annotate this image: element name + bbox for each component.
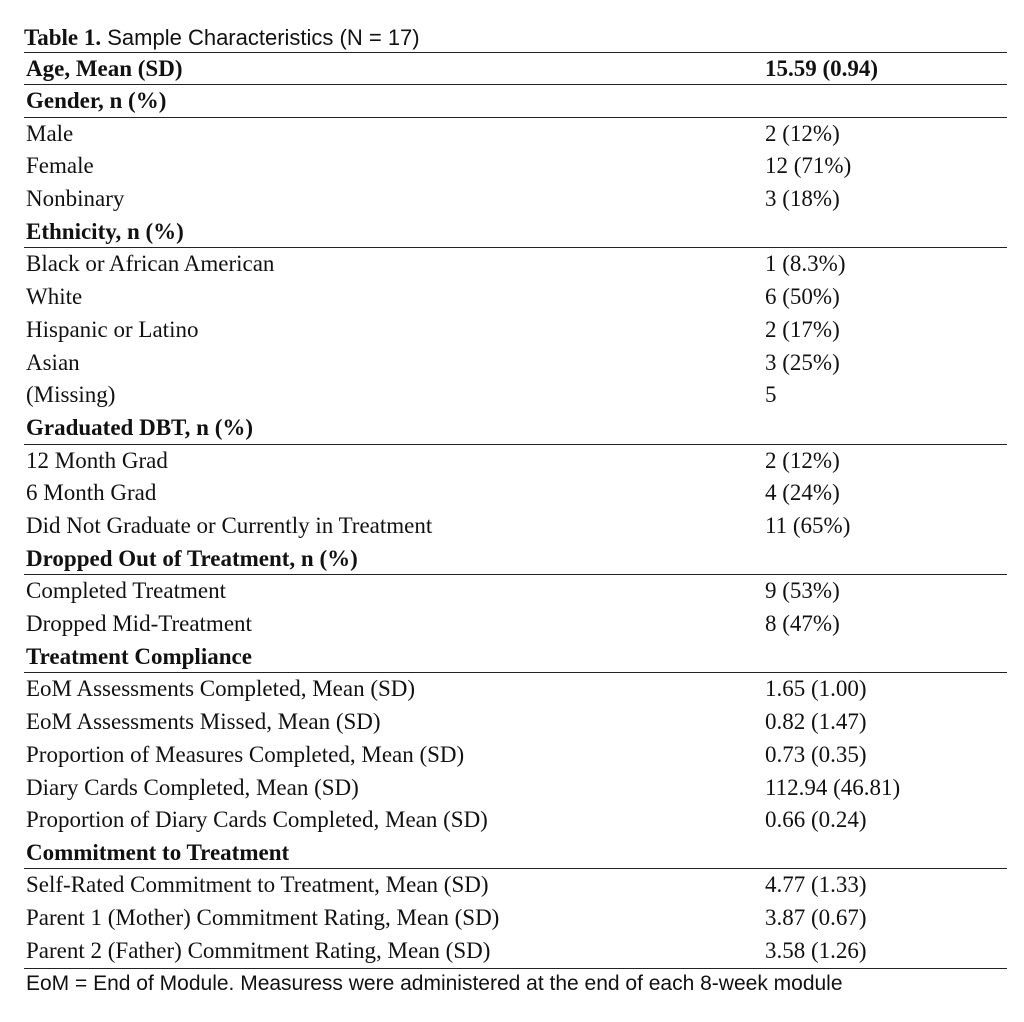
row-value: 1 (8.3%)	[765, 251, 846, 277]
table-row	[24, 183, 1007, 216]
row-label: Parent 1 (Mother) Commitment Rating, Mean (SD)	[26, 905, 500, 931]
row-label: Diary Cards Completed, Mean (SD)	[26, 774, 359, 800]
table-row	[24, 902, 1007, 935]
section-header-row	[24, 412, 1007, 444]
row-label: White	[26, 284, 83, 310]
row-value: 0.73 (0.35)	[765, 741, 867, 767]
row-value: 3.58 (1.26)	[765, 938, 867, 964]
section-header-value	[765, 85, 1007, 116]
table-row	[24, 935, 1007, 969]
row-label: Proportion of Measures Completed, Mean (SD)	[26, 741, 465, 767]
row-value: 4.77 (1.33)	[765, 872, 867, 898]
row-label: Parent 2 (Father) Commitment Rating, Mean (SD)	[26, 938, 491, 964]
row-value: 6 (50%)	[765, 284, 840, 310]
row-value: 12 (71%)	[765, 153, 852, 179]
section-header-value	[765, 412, 1007, 443]
row-label: Black or African American	[26, 251, 275, 277]
section-header-value: 15.59 (0.94)	[765, 56, 879, 81]
table-row	[24, 314, 1007, 347]
section-header-row	[24, 216, 1007, 248]
table-caption-text: Sample Characteristics (N = 17)	[101, 25, 420, 50]
table-row	[24, 379, 1007, 412]
section-header-value	[765, 641, 1007, 672]
row-value: 3.87 (0.67)	[765, 905, 867, 931]
table-footnote: EoM = End of Module. Measuress were administered at the end of each 8-week module	[26, 971, 843, 995]
section-header-label: Treatment Compliance	[26, 643, 252, 669]
row-label: EoM Assessments Completed, Mean (SD)	[26, 676, 416, 702]
table-row	[24, 804, 1007, 837]
section-header-label: Commitment to Treatment	[26, 840, 290, 866]
row-value: 0.82 (1.47)	[765, 708, 867, 734]
section-header-row	[24, 837, 1007, 869]
table-row	[24, 706, 1007, 739]
table-row	[24, 739, 1007, 772]
table-row	[24, 608, 1007, 641]
table-row	[24, 477, 1007, 510]
table-row	[24, 869, 1007, 902]
row-label: Nonbinary	[26, 186, 125, 212]
row-label: Dropped Mid-Treatment	[26, 611, 252, 637]
row-value: 9 (53%)	[765, 578, 840, 604]
row-label: (Missing)	[26, 382, 116, 408]
section-header-label: Dropped Out of Treatment, n (%)	[26, 545, 358, 571]
row-value: 1.65 (1.00)	[765, 676, 867, 702]
row-value: 3 (25%)	[765, 349, 840, 375]
row-value: 5	[765, 382, 777, 408]
table-row	[24, 248, 1007, 281]
row-label: Proportion of Diary Cards Completed, Mean (SD)	[26, 807, 488, 833]
row-value: 112.94 (46.81)	[765, 774, 901, 800]
row-value: 2 (12%)	[765, 120, 840, 146]
row-label: Female	[26, 153, 94, 179]
section-header-row	[24, 641, 1007, 673]
table-caption	[24, 24, 1007, 53]
table-row	[24, 510, 1007, 543]
row-label: Did Not Graduate or Currently in Treatment	[26, 513, 433, 539]
table-row	[24, 347, 1007, 380]
section-header-value	[765, 216, 1007, 247]
table-row	[24, 575, 1007, 608]
section-header-label: Gender, n (%)	[26, 88, 167, 114]
table-row	[24, 118, 1007, 151]
row-value: 4 (24%)	[765, 480, 840, 506]
row-value: 0.66 (0.24)	[765, 807, 867, 833]
section-header-row	[24, 53, 1007, 85]
table-body	[24, 53, 1007, 969]
table-row	[24, 673, 1007, 706]
section-header-row	[24, 85, 1007, 117]
row-value: 3 (18%)	[765, 186, 840, 212]
sample-characteristics-table	[24, 24, 1007, 999]
row-label: EoM Assessments Missed, Mean (SD)	[26, 708, 381, 734]
section-header-label: Graduated DBT, n (%)	[26, 415, 254, 441]
row-label: 12 Month Grad	[26, 447, 168, 473]
row-label: 6 Month Grad	[26, 480, 157, 506]
table-row	[24, 150, 1007, 183]
row-label: Hispanic or Latino	[26, 316, 199, 342]
table-caption-label: Table 1.	[24, 25, 102, 50]
row-label: Male	[26, 120, 74, 146]
section-header-value	[765, 543, 1007, 574]
row-value: 2 (12%)	[765, 447, 840, 473]
table-row	[24, 772, 1007, 805]
row-label: Self-Rated Commitment to Treatment, Mean (SD)	[26, 872, 489, 898]
row-label: Completed Treatment	[26, 578, 226, 604]
section-header-label: Ethnicity, n (%)	[26, 218, 184, 244]
row-value: 2 (17%)	[765, 316, 840, 342]
row-value: 11 (65%)	[765, 513, 851, 539]
section-header-value	[765, 837, 1007, 868]
section-header-row	[24, 543, 1007, 575]
table-row	[24, 445, 1007, 478]
table-row	[24, 281, 1007, 314]
row-value: 8 (47%)	[765, 611, 840, 637]
section-header-label: Age, Mean (SD)	[26, 56, 183, 81]
row-label: Asian	[26, 349, 80, 375]
